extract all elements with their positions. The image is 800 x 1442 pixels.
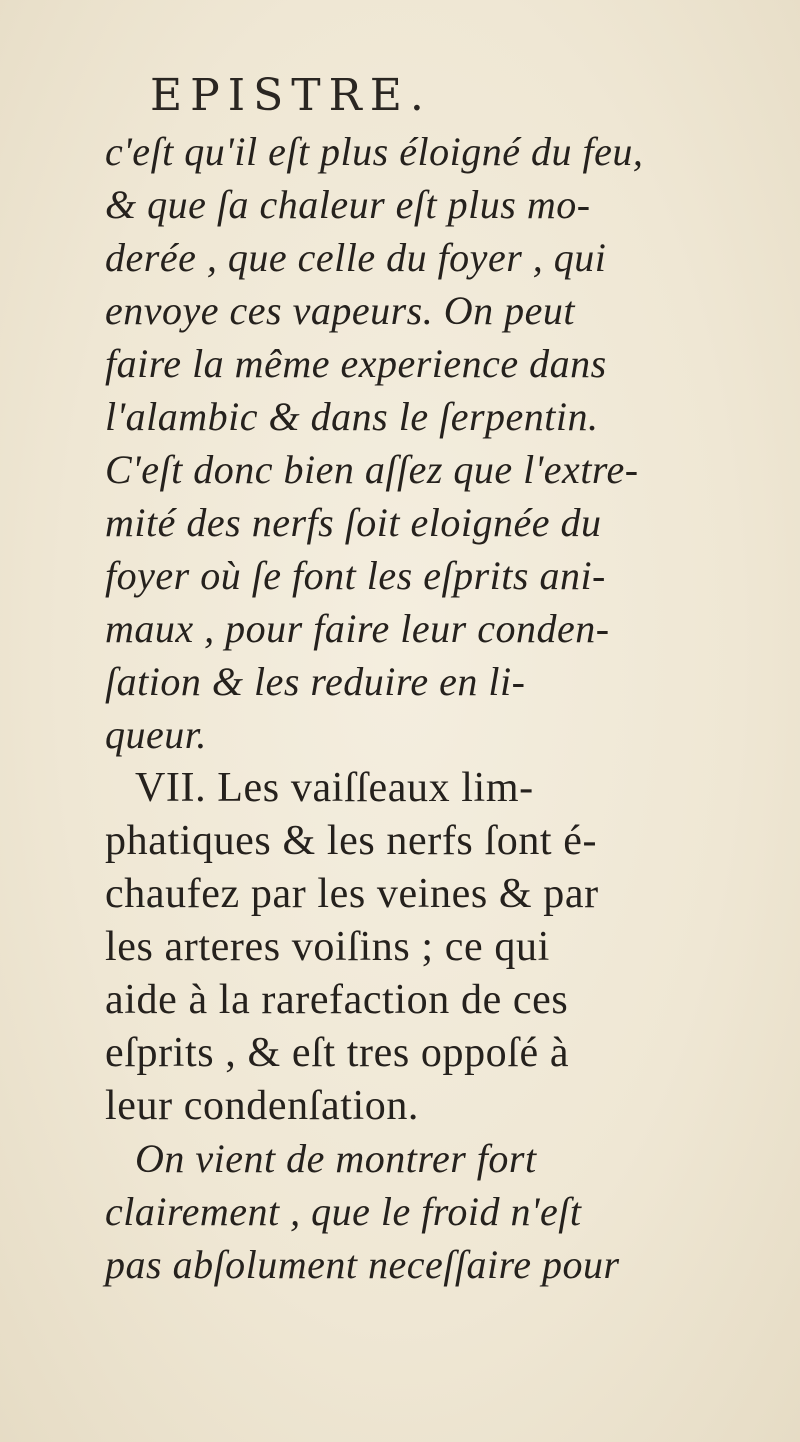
text-line-1: c'eſt qu'il eſt plus éloigné du feu, <box>105 129 644 174</box>
text-line-13: VII. Les vaiſſeaux lim- <box>135 765 534 811</box>
text-line-4: envoye ces vapeurs. On peut <box>105 288 575 333</box>
text-line-19: leur condenſation. <box>105 1083 420 1129</box>
text-line-15: chaufez par les veines & par <box>105 871 599 917</box>
text-line-2: & que ſa chaleur eſt plus mo- <box>105 182 591 227</box>
text-line-14: phatiques & les nerfs ſont é- <box>105 818 598 864</box>
text-line-8: mité des nerfs ſoit eloignée du <box>105 500 602 545</box>
text-line-20: On vient de montrer fort <box>135 1136 537 1181</box>
text-line-6: l'alambic & dans le ſerpentin. <box>105 394 599 439</box>
text-line-10: maux , pour faire leur conden- <box>105 606 610 651</box>
running-head: EPISTRE. <box>150 70 432 121</box>
text-line-11: ſation & les reduire en li- <box>105 659 526 704</box>
text-line-12: queur. <box>105 712 207 757</box>
text-line-16: les arteres voiſins ; ce qui <box>105 924 550 970</box>
text-line-17: aide à la rarefaction de ces <box>105 977 569 1023</box>
text-line-3: derée , que celle du foyer , qui <box>105 235 607 280</box>
text-line-7: C'eſt donc bien aſſez que l'extre- <box>105 447 639 492</box>
text-line-22: pas abſolument neceſſaire pour <box>105 1242 620 1287</box>
text-line-18: eſprits , & eſt tres oppoſé à <box>105 1030 570 1076</box>
text-line-5: faire la même experience dans <box>105 341 607 386</box>
text-line-21: clairement , que le froid n'eſt <box>105 1189 582 1234</box>
text-line-9: foyer où ſe font les eſprits ani- <box>105 553 606 598</box>
